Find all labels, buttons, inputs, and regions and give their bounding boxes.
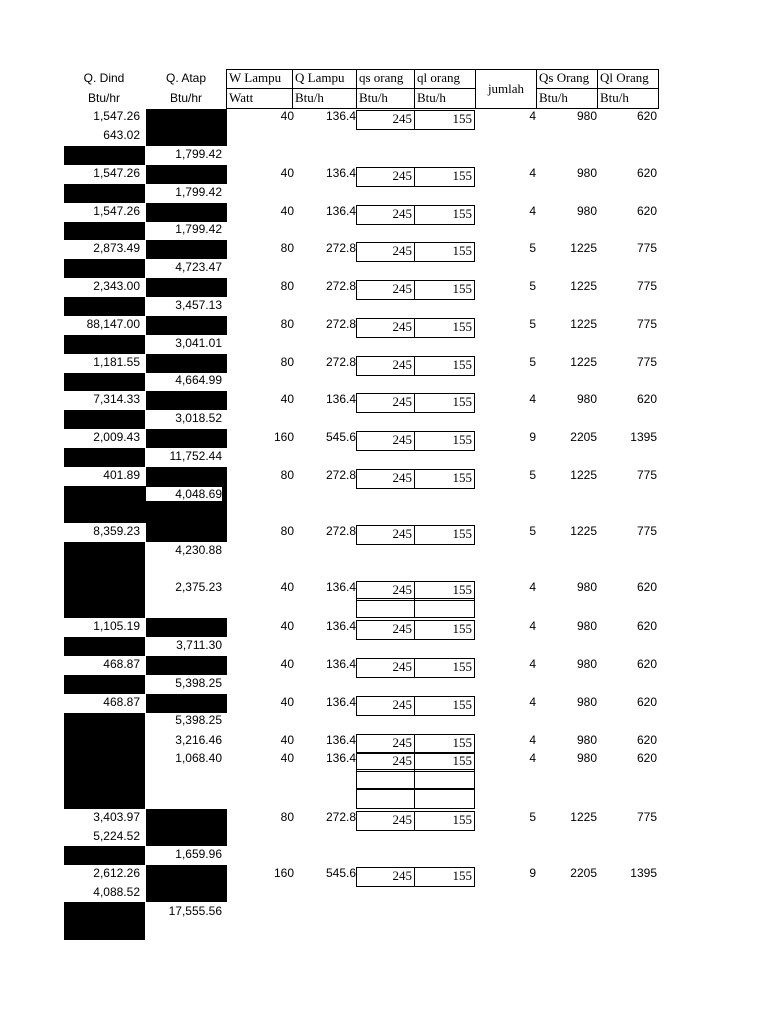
q-atap-value: 5,398.25	[175, 713, 222, 727]
row-n-cell: 5	[529, 810, 536, 824]
q-atap-value: 4,723.47	[175, 260, 222, 274]
row-ql-t-cell: 775	[636, 810, 657, 824]
redacted-cell	[146, 429, 227, 448]
row-qs-cell: 245	[392, 206, 412, 221]
row-w-cell: 40	[280, 657, 294, 671]
row-ql-cell: 155	[452, 243, 472, 258]
row-qs-cell: 245	[392, 812, 412, 827]
q-dind-value: 4,088.52	[93, 885, 140, 899]
q-atap-value: 4,048.69	[146, 487, 222, 501]
row-ql-t-cell: 620	[636, 619, 657, 633]
row-qs-cell: 245	[392, 319, 412, 334]
row-q-cell: 136.4	[325, 580, 356, 594]
q-dind-value: 401.89	[103, 468, 140, 482]
row-w-cell: 40	[280, 204, 294, 218]
row-qs-t-cell: 1225	[570, 279, 597, 293]
redacted-cell	[64, 297, 145, 316]
q-atap-value: 4,230.88	[175, 543, 222, 557]
redacted-cell	[64, 410, 145, 429]
q-dind-value: 2,873.49	[93, 241, 140, 255]
row-q-cell: 272.8	[325, 524, 356, 538]
row-qs-cell: 245	[392, 621, 412, 636]
row-ql-cell: 155	[452, 621, 472, 636]
redacted-cell	[64, 335, 145, 354]
q-atap-value: 5,398.25	[175, 676, 222, 690]
row-ql-cell: 155	[452, 206, 472, 221]
q-dind-value: 468.87	[103, 657, 140, 671]
header-q-atap: Q. Atap	[165, 71, 207, 85]
empty-cell	[356, 769, 415, 789]
row-qs-t-cell: 1225	[570, 355, 597, 369]
row-n-cell: 5	[529, 241, 536, 255]
header-jumlah: jumlah	[487, 81, 525, 96]
row-ql-cell: 155	[452, 812, 472, 827]
row-ql-t-cell: 775	[636, 317, 657, 331]
row-qs-cell: 245	[392, 357, 412, 372]
redacted-cell	[64, 637, 145, 656]
q-dind-value: 1,547.26	[93, 166, 140, 180]
row-w-cell: 80	[280, 524, 294, 538]
row-q-cell: 272.8	[325, 317, 356, 331]
vline	[356, 69, 357, 109]
row-qs-cell: 245	[392, 243, 412, 258]
row-ql-cell: 155	[452, 470, 472, 485]
redacted-cell	[64, 846, 145, 865]
row-q-cell: 272.8	[325, 241, 356, 255]
row-ql-t-cell: 620	[636, 166, 657, 180]
row-qs-t-cell: 1225	[570, 810, 597, 824]
redacted-cell	[146, 656, 227, 675]
row-ql-t-cell: 620	[636, 733, 657, 747]
row-w-cell: 40	[280, 751, 294, 765]
row-q-cell: 136.4	[325, 204, 356, 218]
row-ql-t-cell: 1395	[630, 866, 657, 880]
redacted-cell	[146, 694, 227, 713]
q-dind-value: 1,547.26	[93, 109, 140, 123]
row-ql-t-cell: 620	[636, 204, 657, 218]
header-q-atap-unit: Btu/hr	[169, 91, 202, 105]
row-w-cell: 40	[280, 733, 294, 747]
row-qs-cell: 245	[392, 659, 412, 674]
row-qs-t-cell: 980	[576, 751, 597, 765]
row-n-cell: 4	[529, 733, 536, 747]
row-q-cell: 136.4	[325, 392, 356, 406]
row-n-cell: 4	[529, 109, 536, 123]
row-qs-t-cell: 980	[576, 695, 597, 709]
q-atap-value: 4,664.99	[175, 373, 222, 387]
redacted-cell	[64, 222, 145, 240]
row-ql-cell: 155	[452, 281, 472, 296]
row-w-cell: 80	[280, 279, 294, 293]
q-dind-value: 2,612.26	[93, 866, 140, 880]
row-qs-t-cell: 980	[576, 204, 597, 218]
row-n-cell: 4	[529, 580, 536, 594]
row-ql-t-cell: 620	[636, 392, 657, 406]
row-qs-cell: 245	[392, 394, 412, 409]
row-qs-cell: 245	[392, 281, 412, 296]
q-atap-value: 3,457.13	[175, 298, 222, 312]
row-ql-t-cell: 775	[636, 279, 657, 293]
row-qs-cell: 245	[392, 582, 412, 597]
row-ql-t-cell: 620	[636, 109, 657, 123]
row-qs-cell: 245	[392, 526, 412, 541]
q-atap-value: 3,041.01	[175, 336, 222, 350]
row-ql-cell: 155	[452, 394, 472, 409]
redacted-cell	[146, 165, 227, 184]
row-q-cell: 545.6	[325, 430, 356, 444]
row-w-cell: 40	[280, 695, 294, 709]
q-atap-value: 3,216.46	[175, 733, 222, 747]
q-dind-value: 643.02	[103, 128, 140, 142]
q-atap-value: 1,799.42	[175, 222, 222, 236]
q-atap-value: 3,711.30	[176, 638, 222, 652]
redacted-cell	[146, 203, 227, 222]
redacted-cell	[64, 713, 145, 809]
row-q-cell: 136.4	[325, 751, 356, 765]
row-qs-t-cell: 1225	[570, 468, 597, 482]
row-ql-cell: 155	[452, 753, 472, 768]
row-w-cell: 80	[280, 468, 294, 482]
row-n-cell: 5	[529, 524, 536, 538]
row-ql-cell: 155	[452, 526, 472, 541]
row-q-cell: 272.8	[325, 279, 356, 293]
row-qs-cell: 245	[392, 470, 412, 485]
vline	[536, 69, 537, 109]
q-atap-value: 11,752.44	[169, 449, 222, 463]
q-dind-value: 1,547.26	[93, 204, 140, 218]
q-dind-value: 5,224.52	[93, 829, 140, 843]
header-qs-orang-total: Qs Orang	[539, 70, 590, 85]
row-ql-cell: 155	[452, 319, 472, 334]
vline	[597, 69, 598, 109]
row-qs-cell: 245	[392, 753, 412, 768]
row-qs-t-cell: 1225	[570, 524, 597, 538]
row-q-cell: 272.8	[325, 468, 356, 482]
row-qs-cell: 245	[392, 697, 412, 712]
redacted-cell	[64, 675, 145, 694]
redacted-cell	[146, 391, 227, 410]
row-q-cell: 272.8	[325, 355, 356, 369]
redacted-cell	[64, 902, 145, 940]
redacted-cell	[64, 259, 145, 278]
row-qs-t-cell: 980	[576, 619, 597, 633]
redacted-cell	[146, 523, 227, 542]
row-q-cell: 136.4	[325, 619, 356, 633]
row-qs-t-cell: 1225	[570, 241, 597, 255]
row-ql-cell: 155	[452, 357, 472, 372]
row-ql-t-cell: 620	[636, 751, 657, 765]
row-ql-t-cell: 775	[636, 524, 657, 538]
vline	[414, 69, 415, 109]
row-qs-t-cell: 980	[576, 166, 597, 180]
redacted-cell	[64, 373, 145, 391]
row-ql-t-cell: 620	[636, 580, 657, 594]
redacted-cell	[64, 184, 145, 203]
row-w-cell: 40	[280, 392, 294, 406]
row-qs-t-cell: 980	[576, 657, 597, 671]
row-n-cell: 4	[529, 657, 536, 671]
row-n-cell: 5	[529, 355, 536, 369]
row-n-cell: 4	[529, 619, 536, 633]
row-qs-t-cell: 980	[576, 733, 597, 747]
header-ql-orang-total-unit: Btu/h	[600, 90, 629, 105]
row-ql-cell: 155	[452, 582, 472, 597]
row-ql-cell: 155	[452, 868, 472, 883]
row-n-cell: 5	[529, 279, 536, 293]
header-q-lampu: Q Lampu	[295, 70, 345, 85]
header-ql-orang-total: Ql Orang	[600, 70, 649, 85]
header-w-lampu-unit: Watt	[229, 90, 254, 105]
header-qs-orang-total-unit: Btu/h	[539, 90, 568, 105]
row-qs-cell: 245	[392, 168, 412, 183]
row-ql-t-cell: 620	[636, 657, 657, 671]
row-ql-t-cell: 775	[636, 241, 657, 255]
q-dind-value: 2,009.43	[93, 430, 140, 444]
q-dind-value: 3,403.97	[93, 810, 140, 824]
row-n-cell: 4	[529, 392, 536, 406]
row-q-cell: 136.4	[325, 695, 356, 709]
q-dind-value: 7,314.33	[93, 392, 140, 406]
vline	[292, 69, 293, 109]
row-ql-t-cell: 620	[636, 695, 657, 709]
row-q-cell: 545.6	[325, 866, 356, 880]
row-n-cell: 5	[529, 468, 536, 482]
header-divider-left	[226, 88, 476, 89]
row-w-cell: 40	[280, 109, 294, 123]
row-w-cell: 160	[273, 866, 294, 880]
empty-cell	[356, 789, 415, 809]
q-atap-value: 1,659.96	[175, 847, 222, 861]
row-w-cell: 80	[280, 317, 294, 331]
row-n-cell: 5	[529, 317, 536, 331]
q-atap-value: 1,799.42	[175, 147, 222, 161]
row-q-cell: 272.8	[325, 810, 356, 824]
q-dind-value: 88,147.00	[86, 317, 140, 331]
q-atap-value: 3,018.52	[175, 411, 222, 425]
empty-cell	[414, 598, 475, 618]
redacted-cell	[146, 865, 227, 902]
redacted-cell	[146, 618, 227, 637]
row-ql-t-cell: 775	[636, 355, 657, 369]
row-qs-t-cell: 980	[576, 580, 597, 594]
redacted-cell	[146, 316, 227, 335]
header-ql-orang: ql orang	[417, 70, 460, 85]
empty-cell	[356, 598, 415, 618]
row-ql-cell: 155	[452, 168, 472, 183]
redacted-cell	[146, 354, 227, 373]
header-qs-orang: qs orang	[359, 70, 404, 85]
header-q-dind-unit: Btu/hr	[87, 91, 120, 105]
q-atap-value: 17,555.56	[168, 904, 222, 918]
row-n-cell: 4	[529, 204, 536, 218]
redacted-cell	[64, 542, 145, 618]
header-w-lampu: W Lampu	[229, 70, 282, 85]
row-w-cell: 40	[280, 619, 294, 633]
q-dind-value: 1,181.55	[93, 355, 140, 369]
row-ql-t-cell: 1395	[630, 430, 657, 444]
row-qs-cell: 245	[392, 735, 412, 750]
row-qs-cell: 245	[392, 111, 412, 126]
row-qs-t-cell: 980	[576, 109, 597, 123]
q-atap-value: 1,799.42	[175, 185, 222, 199]
row-qs-t-cell: 2205	[570, 430, 597, 444]
row-n-cell: 9	[529, 866, 536, 880]
empty-cell	[414, 769, 475, 789]
row-w-cell: 80	[280, 241, 294, 255]
redacted-cell	[64, 146, 145, 165]
redacted-cell	[64, 448, 145, 467]
row-w-cell: 40	[280, 580, 294, 594]
q-dind-value: 8,359.23	[93, 524, 140, 538]
row-ql-cell: 155	[452, 659, 472, 674]
row-n-cell: 4	[529, 695, 536, 709]
q-dind-value: 468.87	[103, 695, 140, 709]
redacted-cell	[146, 467, 227, 486]
row-w-cell: 80	[280, 355, 294, 369]
row-ql-cell: 155	[452, 697, 472, 712]
header-q-lampu-unit: Btu/h	[295, 90, 324, 105]
row-n-cell: 4	[529, 166, 536, 180]
q-dind-value: 1,105.19	[93, 619, 140, 633]
row-ql-cell: 155	[452, 735, 472, 750]
redacted-cell	[146, 809, 227, 846]
row-qs-t-cell: 2205	[570, 866, 597, 880]
row-n-cell: 4	[529, 751, 536, 765]
row-w-cell: 160	[273, 430, 294, 444]
empty-cell	[414, 789, 475, 809]
row-w-cell: 80	[280, 810, 294, 824]
redacted-cell	[146, 109, 227, 146]
row-q-cell: 136.4	[325, 166, 356, 180]
row-qs-cell: 245	[392, 432, 412, 447]
q-atap-value: 2,375.23	[175, 580, 222, 594]
row-q-cell: 136.4	[325, 657, 356, 671]
header-ql-orang-unit: Btu/h	[417, 90, 446, 105]
redacted-cell	[146, 240, 227, 259]
row-qs-t-cell: 1225	[570, 317, 597, 331]
row-qs-t-cell: 980	[576, 392, 597, 406]
row-ql-t-cell: 775	[636, 468, 657, 482]
row-q-cell: 136.4	[325, 733, 356, 747]
row-n-cell: 9	[529, 430, 536, 444]
header-q-dind: Q. Dind	[83, 71, 125, 85]
row-q-cell: 136.4	[325, 109, 356, 123]
row-ql-cell: 155	[452, 432, 472, 447]
redacted-cell	[146, 278, 227, 297]
row-ql-cell: 155	[452, 111, 472, 126]
row-w-cell: 40	[280, 166, 294, 180]
header-qs-orang-unit: Btu/h	[359, 90, 388, 105]
q-atap-value: 1,068.40	[175, 751, 222, 765]
q-dind-value: 2,343.00	[93, 279, 140, 293]
row-qs-cell: 245	[392, 868, 412, 883]
